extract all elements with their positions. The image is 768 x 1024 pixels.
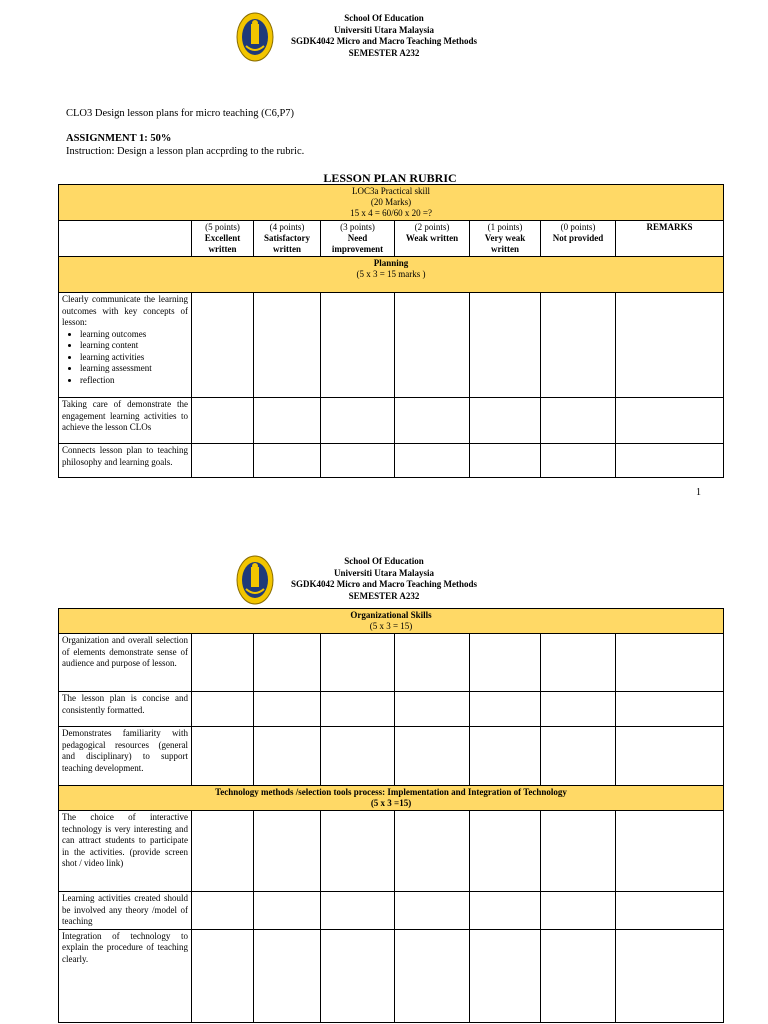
scale-points: (2 points) [414, 222, 450, 232]
score-cell [395, 929, 470, 1022]
semester: SEMESTER A232 [348, 47, 420, 58]
score-cell [321, 811, 395, 892]
score-cell [192, 444, 254, 478]
score-cell [192, 692, 254, 727]
score-cell [254, 293, 321, 398]
score-cell [395, 692, 470, 727]
criterion-cell: Connects lesson plan to teaching philosophy and learning goals. [59, 444, 192, 478]
practical-skill-label: LOC3a Practical skill [352, 186, 430, 196]
scale-cell [470, 221, 541, 257]
scale-cell [395, 221, 470, 257]
scale-points: (4 points) [269, 222, 305, 232]
remarks-header [616, 221, 724, 257]
university-name: Universiti Utara Malaysia [334, 24, 434, 35]
scale-label: Weak written [405, 233, 459, 243]
remarks-cell [616, 811, 724, 892]
score-cell [470, 727, 541, 786]
score-cell [321, 692, 395, 727]
score-cell [470, 444, 541, 478]
semester: SEMESTER A232 [348, 590, 420, 601]
document-header [250, 556, 518, 602]
score-cell [395, 811, 470, 892]
score-cell [470, 892, 541, 930]
university-name: Universiti Utara Malaysia [334, 567, 434, 578]
score-cell [470, 811, 541, 892]
score-cell [541, 293, 616, 398]
technology-title: Technology methods /selection tools process: Implementation and Integration of Technology [215, 787, 567, 797]
scale-cell [321, 221, 395, 257]
score-cell [254, 727, 321, 786]
scale-label: Not provided [552, 233, 604, 243]
remarks-cell [616, 398, 724, 444]
score-cell [192, 892, 254, 930]
score-cell [395, 398, 470, 444]
score-cell [321, 929, 395, 1022]
criterion-cell: Organization and overall selection of elements demonstrate sense of audience and purpose of lesson. [59, 634, 192, 692]
score-cell [541, 398, 616, 444]
remarks-cell [616, 929, 724, 1022]
scale-cell [541, 221, 616, 257]
organizational-section-header [59, 609, 724, 634]
score-cell [470, 692, 541, 727]
rubric-table-planning [58, 184, 724, 478]
total-marks: (20 Marks) [370, 197, 412, 207]
scale-cell [254, 221, 321, 257]
scale-points: (0 points) [560, 222, 596, 232]
score-cell [321, 892, 395, 930]
scale-points: (3 points) [340, 222, 375, 232]
criterion-cell [59, 293, 192, 398]
score-cell [254, 444, 321, 478]
criterion-cell: Taking care of demonstrate the engagement learning activities to achieve the lesson CLOs [59, 398, 192, 444]
page-number: 1 [696, 487, 701, 498]
score-cell [321, 634, 395, 692]
table-row [59, 634, 724, 692]
score-cell [254, 892, 321, 930]
scale-header-row [59, 221, 724, 257]
rubric-title: LESSON PLAN RUBRIC [323, 171, 457, 185]
list-item: • learning activities [80, 352, 188, 364]
document-header [250, 13, 518, 59]
score-cell [192, 398, 254, 444]
remarks-cell [616, 293, 724, 398]
score-cell [254, 692, 321, 727]
clo-statement: CLO3 Design lesson plans for micro teaching (C6,P7) [66, 108, 295, 119]
score-cell [395, 293, 470, 398]
score-cell [321, 398, 395, 444]
scale-label: Need improvement [331, 233, 384, 254]
score-cell [395, 444, 470, 478]
table-row [59, 444, 724, 478]
table-row [59, 892, 724, 930]
score-cell [541, 727, 616, 786]
table-row [59, 293, 724, 398]
remarks-cell [616, 692, 724, 727]
score-cell [395, 634, 470, 692]
score-cell [541, 811, 616, 892]
score-cell [321, 293, 395, 398]
school-name: School Of Education [344, 13, 424, 23]
criterion-cell: Integration of technology to explain the procedure of teaching clearly. [59, 929, 192, 1022]
scale-cell [192, 221, 254, 257]
table-row [59, 929, 724, 1022]
scale-label: Satisfactory written [264, 233, 310, 254]
remarks-cell [616, 892, 724, 930]
score-cell [192, 293, 254, 398]
criterion-cell: Demonstrates familiarity with pedagogical resources (general and disciplinary) to support teaching development. [59, 727, 192, 786]
course-title: SGDK4042 Micro and Macro Teaching Methods [291, 36, 477, 46]
score-cell [541, 929, 616, 1022]
score-cell [470, 293, 541, 398]
score-cell [254, 398, 321, 444]
planning-marks: (5 x 3 = 15 marks ) [356, 269, 426, 279]
scale-points: (5 points) [205, 222, 240, 232]
remarks-label: REMARKS [646, 222, 693, 232]
instruction-text: Instruction: Design a lesson plan accprding to the rubric. [66, 146, 305, 157]
technology-section-header [59, 786, 724, 811]
score-cell [541, 634, 616, 692]
score-cell [395, 892, 470, 930]
school-name: School Of Education [344, 556, 424, 566]
criterion-cell: Learning activities created should be involved any theory /model of teaching [59, 892, 192, 930]
organizational-marks: (5 x 3 = 15) [369, 621, 413, 631]
list-item: • learning content [80, 340, 188, 352]
score-cell [541, 444, 616, 478]
planning-section-header [59, 257, 724, 293]
assignment-heading: ASSIGNMENT 1: 50% [66, 133, 172, 144]
score-cell [395, 727, 470, 786]
remarks-cell [616, 727, 724, 786]
table-row [59, 398, 724, 444]
remarks-cell [616, 634, 724, 692]
score-cell [254, 929, 321, 1022]
score-cell [541, 692, 616, 727]
table-row [59, 811, 724, 892]
practical-skill-header [59, 185, 724, 221]
score-cell [192, 727, 254, 786]
empty-header-cell [59, 221, 192, 257]
scale-points: (1 points) [487, 222, 523, 232]
criterion-bullet-list [62, 329, 188, 387]
list-item: • reflection [80, 375, 188, 387]
table-row [59, 727, 724, 786]
score-cell [470, 634, 541, 692]
criterion-cell: The lesson plan is concise and consistently formatted. [59, 692, 192, 727]
score-cell [192, 929, 254, 1022]
score-cell [254, 811, 321, 892]
remarks-cell [616, 444, 724, 478]
score-cell [192, 634, 254, 692]
marks-formula: 15 x 4 = 60/60 x 20 =? [350, 208, 432, 218]
list-item: • learning assessment [80, 363, 188, 375]
criterion-cell: The choice of interactive technology is very interesting and can attract students to participate in the activities. (provide screen shot / video link) [59, 811, 192, 892]
table-row [59, 692, 724, 727]
score-cell [541, 892, 616, 930]
score-cell [321, 444, 395, 478]
score-cell [470, 929, 541, 1022]
criterion-text: Clearly communicate the learning outcomes with key concepts of lesson: [62, 294, 188, 327]
organizational-title: Organizational Skills [350, 610, 432, 620]
course-title: SGDK4042 Micro and Macro Teaching Methods [291, 579, 477, 589]
score-cell [192, 811, 254, 892]
list-item: • learning outcomes [80, 329, 188, 341]
rubric-table-organization-technology [58, 608, 724, 1023]
score-cell [254, 634, 321, 692]
technology-marks: (5 x 3 =15) [370, 798, 412, 808]
scale-label: Excellent written [204, 233, 241, 254]
score-cell [321, 727, 395, 786]
planning-title: Planning [373, 258, 409, 268]
score-cell [470, 398, 541, 444]
scale-label: Very weak written [484, 233, 526, 254]
